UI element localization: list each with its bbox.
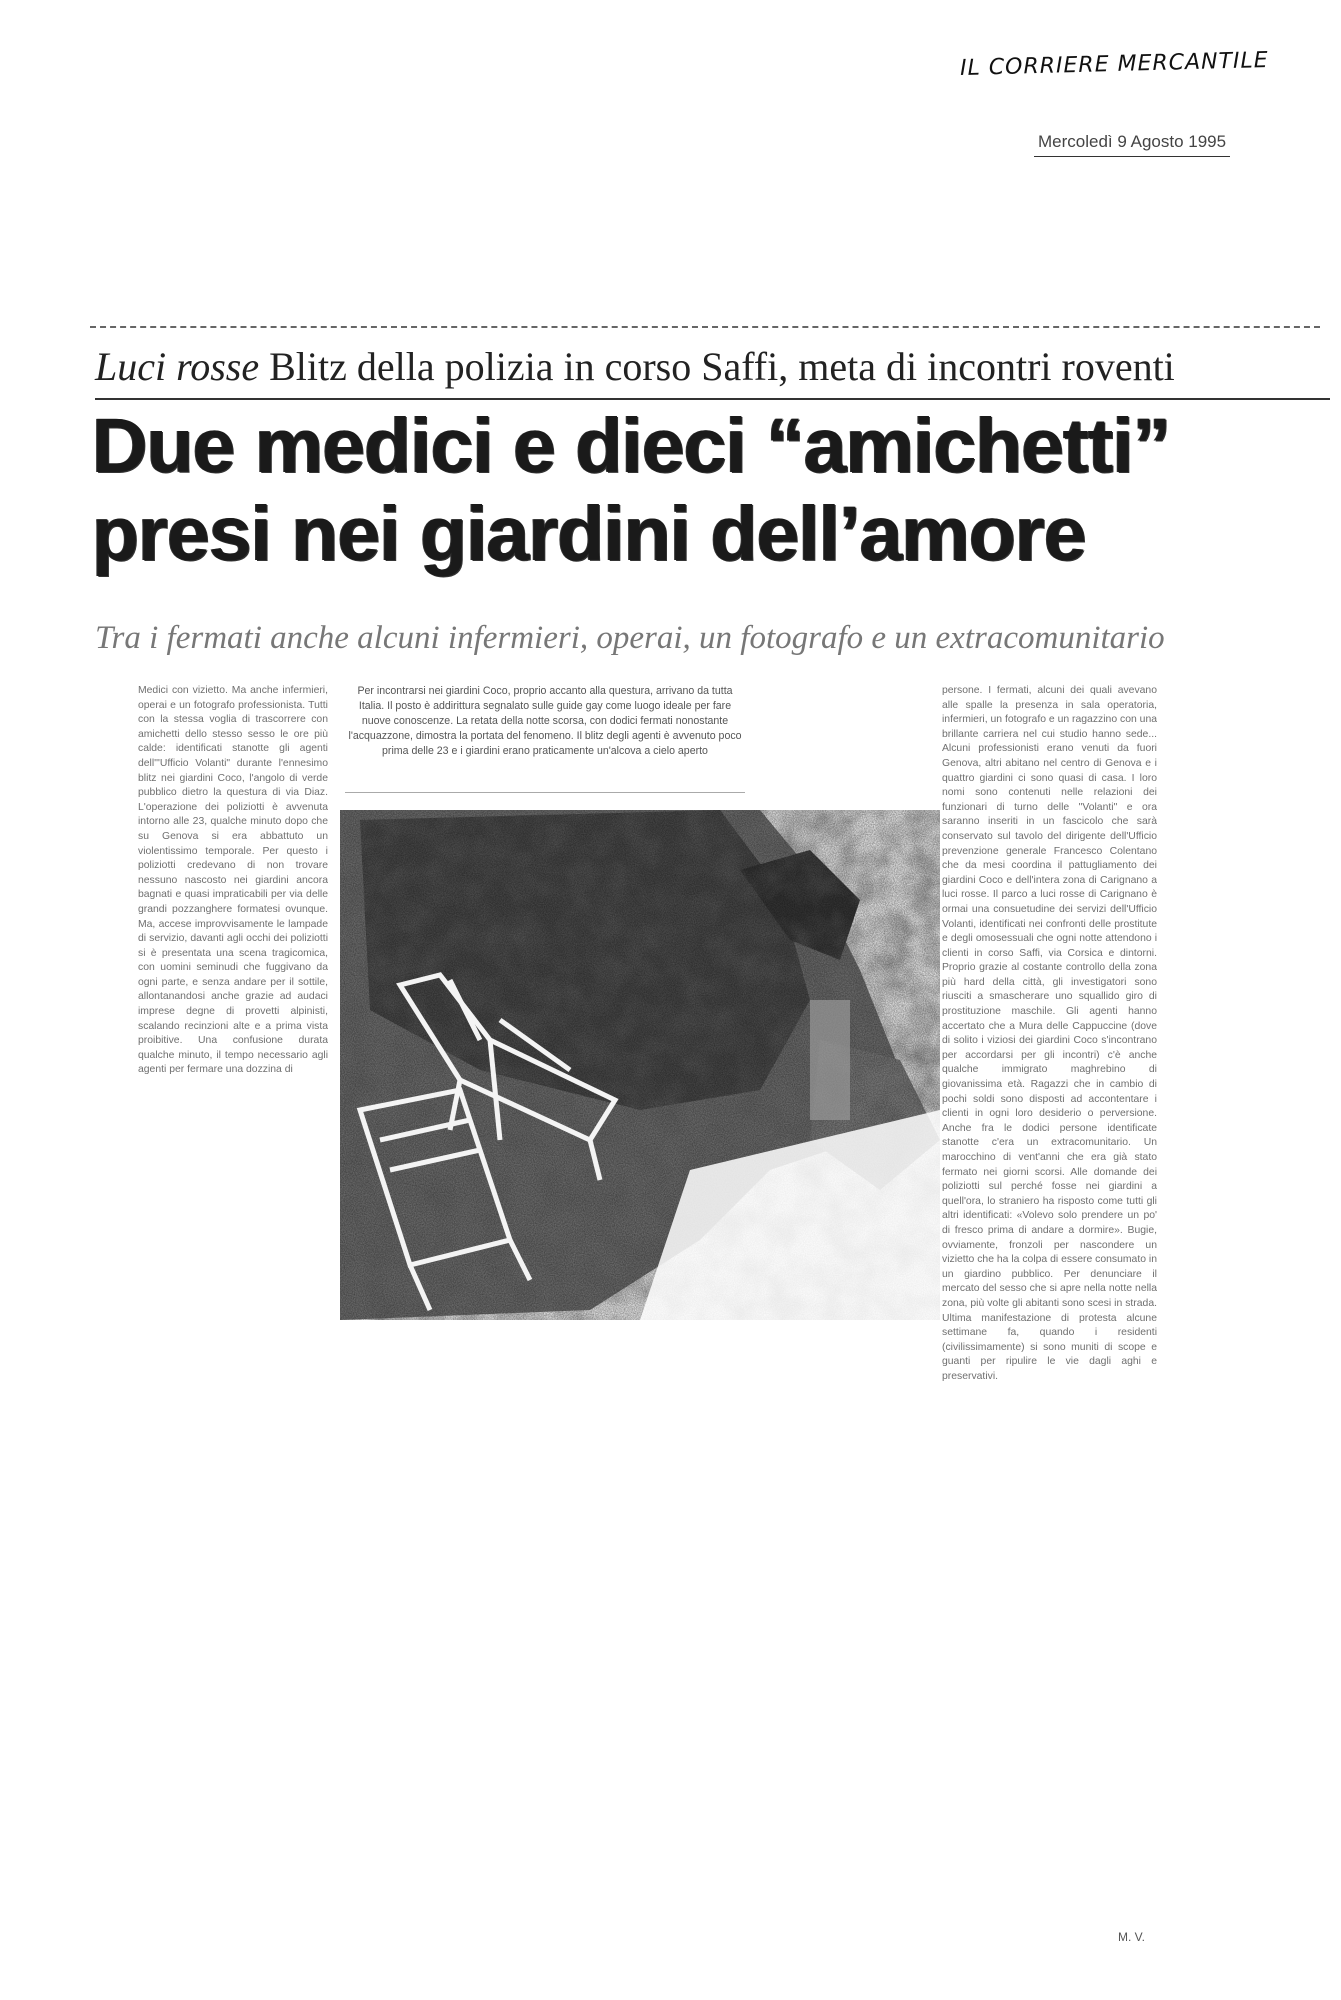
photo-caption: Per incontrarsi nei giardini Coco, proprio accanto alla questura, arrivano da tutta Italia. Il posto è addirittura segnalato sulle guide gay come luogo ideale per fare nuove conoscenze. La retata della notte scorsa, con dodici fermati nonostante l'acquazzone, dimostra la portata del fenomeno. Il blitz degli agenti è avvenuto poco prima delle 23 e i giardini erano praticamente un'alcova a cielo aperto: [345, 684, 745, 793]
news-photo: [340, 810, 940, 1320]
kicker-text: Blitz della polizia in corso Saffi, meta di incontri roventi: [269, 344, 1175, 389]
article-column-3: persone. I fermati, alcuni dei quali avevano alle spalle la presenza in sala operatoria, infermieri, un fotografo e un ragazzino con una brillante carriera nel cui studio hanno sede... Alcuni professionisti erano venuti da fuori Genova, altri abitano nel centro di Genova e i quattro giardini ci sono quasi di casa. I loro nomi sono contenuti nelle relazioni dei funzionari di turno delle "Volanti" e ora saranno inseriti in un fascicolo che sarà conservato sul tavolo del dirigente dell'Ufficio prevenzione generale Francesco Colentano che da mesi coordina il pattugliamento dei giardini Coco e dell'intera zona di Carignano a luci rosse. Il parco a luci rosse di Carignano è ormai una consuetudine dei servizi dell'Ufficio Volanti, identificati nei confronti delle prostitute e degli omosessuali che ogni notte attendono i clienti in corso Saffi, via Corsica e dintorni. Proprio grazie al costante controllo della zona più hard della città, gli investigatori sono riusciti a smascherare uno squallido giro di prostituzione maschile. Gli agenti hanno accertato che a Mura delle Cappuccine (dove di solito i viziosi dei giardini Coco s'incontrano per accordarsi per gli incontri) c'è anche qualche immigrato maghrebino di giovanissima età. Ragazzi che in cambio di pochi soldi sono disposti ad accontentare i clienti in ogni loro desiderio o perversione. Anche fra le dodici persone identificate stanotte c'era un extracomunitario. Un marocchino di vent'anni che era già stato fermato nei giorni scorsi. Alle domande dei poliziotti sul perché fosse nei giardini a quell'ora, lo straniero ha risposto come tutti gli altri identificati: «Volevo solo prendere un po' di fresco prima di andare a dormire». Bugie, ovviamente, fronzoli per nascondere un vizietto che ha la colpa di essere consumato in un giardino pubblico. Per denunciare il mercato del sesso che si apre nella notte nella zona, più volte gli abitanti sono scesi in strada. Ultima manifestazione di protesta alcune settimane fa, quando i residenti (civilissimamente) si sono muniti di scope e guanti per ripulire le vie dagli aghi e preservativi.: [942, 685, 1157, 1382]
kicker-label: Luci rosse: [95, 344, 260, 389]
kicker: [95, 343, 1175, 390]
article-column-1: Medici con vizietto. Ma anche infermieri, operai e un fotografo professionista. Tutti con la stessa voglia di trascorrere con amichetti dello stesso sesso le ore più calde: identificati stanotte gli agenti dell'"Ufficio Volanti" durante l'ennesimo blitz nei giardini Coco, l'angolo di verde pubblico dietro la questura di via Diaz. L'operazione dei poliziotti è avvenuta intorno alle 23, qualche minuto dopo che su Genova si era abbattuto un violentissimo temporale. Per questo i poliziotti credevano di non trovare nessuno nascosto nei giardini ancora bagnati e quasi impraticabili per via delle grandi pozzanghere formatesi ovunque. Ma, accese improvvisamente le lampade di servizio, davanti agli occhi dei poliziotti si è presentata una scena tragicomica, con uomini seminudi che fuggivano da ogni parte, e senza andare per il sottile, allontanandosi anche grazie ad audaci imprese degne di provetti alpinisti, scalando recinzioni alte e a prima vista proibitive. Una confusione durata qualche minuto, il tempo necessario agli agenti per fermare una dozzina di: [138, 685, 328, 1076]
headline-line-2: presi nei giardini dell’amore: [92, 491, 1086, 577]
top-rule: [90, 326, 1320, 328]
handwritten-source-note: IL CORRIERE MERCANTILE: [959, 47, 1269, 82]
headline: [92, 402, 1341, 578]
author-signature: M. V.: [1118, 1930, 1145, 1944]
garden-chairs-photo: [340, 810, 940, 1320]
headline-line-1: Due medici e dieci “amichetti”: [92, 403, 1171, 489]
issue-date: Mercoledì 9 Agosto 1995: [1034, 132, 1230, 157]
subtitle: Tra i fermati anche alcuni infermieri, operai, un fotografo e un extracomunitario: [95, 620, 1165, 656]
kicker-rule: [95, 398, 1330, 400]
